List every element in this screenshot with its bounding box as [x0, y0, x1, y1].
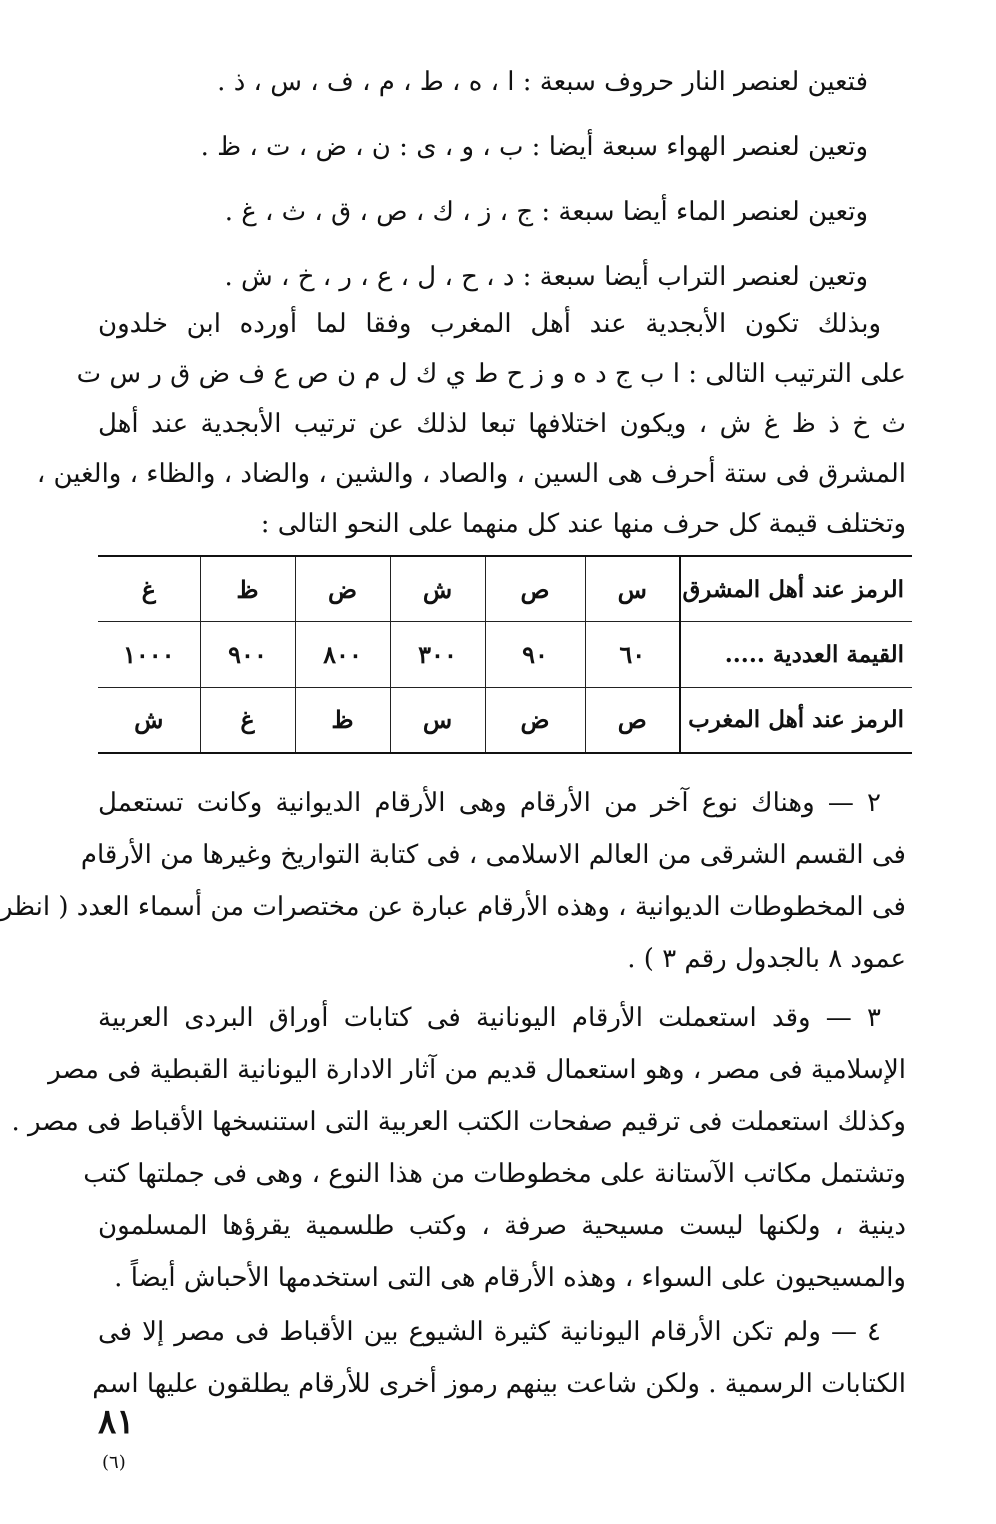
paragraph-line: ث خ ذ ظ غ ش ، ويكون اختلافها تبعا لذلك عن ترتيب الأبجدية عند أهل: [98, 409, 906, 439]
paragraph-line: الإسلامية فى مصر ، وهو استعمال قديم من آثار الادارة اليونانية القبطية فى مصر: [48, 1055, 906, 1085]
table-cell: ظ: [295, 687, 390, 752]
paragraph-line: الكتابات الرسمية . ولكن شاعت بينهم رموز أخرى للأرقام يطلقون عليها اسم: [92, 1369, 906, 1399]
table-cell: ٦٠: [585, 622, 680, 688]
air-element-line: وتعين لعنصر الهواء سبعة أيضا : ب ، و ، ى : ن ، ض ، ت ، ظ .: [200, 132, 868, 162]
paragraph-line: وتختلف قيمة كل حرف منها عند كل منهما على النحو التالى :: [260, 509, 906, 539]
paragraph-line: دينية ، ولكنها ليست مسيحية صرفة ، وكتب طلسمية يقرؤها المسلمون: [98, 1211, 906, 1241]
paragraph-line: على الترتيب التالى : ا ب ج د ه و ز ح ط ي ك ل م ن ص ع ف ض ق ر س ت: [76, 359, 906, 389]
table-cell: ش: [390, 557, 485, 622]
paragraph-line: فى القسم الشرقى من العالم الاسلامى ، فى كتابة التواريخ وغيرها من الأرقام: [80, 840, 906, 870]
paragraph-line: ٤ — ولم تكن الأرقام اليونانية كثيرة الشيوع بين الأقباط فى مصر إلا فى: [98, 1317, 881, 1347]
table-cell: س: [390, 687, 485, 752]
symbols-table: [98, 557, 912, 752]
paragraph-line: والمسيحيون على السواء ، وهذه الأرقام هى التى استخدمها الأحباش أيضاً .: [114, 1263, 906, 1293]
paragraph-line: وبذلك تكون الأبجدية عند أهل المغرب وفقا لما أورده ابن خلدون: [98, 309, 881, 339]
row-label: الرمز عند أهل المغرب: [680, 687, 912, 752]
signature-mark: (٦): [102, 1452, 126, 1473]
paragraph-line: ٢ — وهناك نوع آخر من الأرقام وهى الأرقام الديوانية وكانت تستعمل: [98, 788, 881, 818]
paragraph-line: ٣ — وقد استعملت الأرقام اليونانية فى كتابات أوراق البردى العربية: [98, 1003, 881, 1033]
table-cell: غ: [98, 557, 200, 622]
table-cell: ش: [134, 705, 164, 735]
page-number: ٨١: [98, 1402, 135, 1442]
table-cell: ٣٠٠: [390, 622, 485, 688]
table-cell: س: [585, 557, 680, 622]
paragraph-line: وكذلك استعملت فى ترقيم صفحات الكتب العربية التى استنسخها الأقباط فى مصر .: [11, 1107, 906, 1137]
table-cell: ١٠٠٠: [98, 622, 200, 688]
table-cell: ص: [485, 557, 585, 622]
table-cell: ص: [585, 687, 680, 752]
table-cell: ض: [295, 557, 390, 622]
table-row: [98, 622, 912, 688]
table-row: [98, 557, 912, 622]
paragraph-line: وتشتمل مكاتب الآستانة على مخطوطات من هذا النوع ، وهى فى جملتها كتب: [83, 1159, 906, 1189]
table-cell: ظ: [200, 557, 295, 622]
table-cell: غ: [200, 687, 295, 752]
paragraph-line: عمود ٨ بالجدول رقم ٣ ) .: [627, 944, 906, 974]
fire-element-line: فتعين لعنصر النار حروف سبعة : ا ، ه ، ط ، م ، ف ، س ، ذ .: [217, 67, 868, 97]
paragraph-line: المشرق فى ستة أحرف هى السين ، والصاد ، والشين ، والضاد ، والظاء ، والغين ،: [36, 459, 906, 489]
water-element-line: وتعين لعنصر الماء أيضا سبعة : ج ، ز ، ك ، ص ، ق ، ث ، غ .: [224, 197, 868, 227]
table-cell: ٩٠: [485, 622, 585, 688]
abjad-comparison-table: [98, 555, 912, 754]
paragraph-line: فى المخطوطات الديوانية ، وهذه الأرقام عبارة عن مختصرات من أسماء العدد ( انظر: [0, 892, 906, 922]
book-page: [2, 0, 996, 1524]
table-cell: ٨٠٠: [295, 622, 390, 688]
row-label: الرمز عند أهل المشرق: [680, 557, 912, 622]
table-cell: ض: [485, 687, 585, 752]
table-row: [98, 687, 912, 752]
row-label: القيمة العددية .....: [680, 622, 912, 688]
earth-element-line: وتعين لعنصر التراب أيضا سبعة : د ، ح ، ل ، ع ، ر ، خ ، ش .: [224, 262, 868, 292]
table-cell: ٩٠٠: [200, 622, 295, 688]
